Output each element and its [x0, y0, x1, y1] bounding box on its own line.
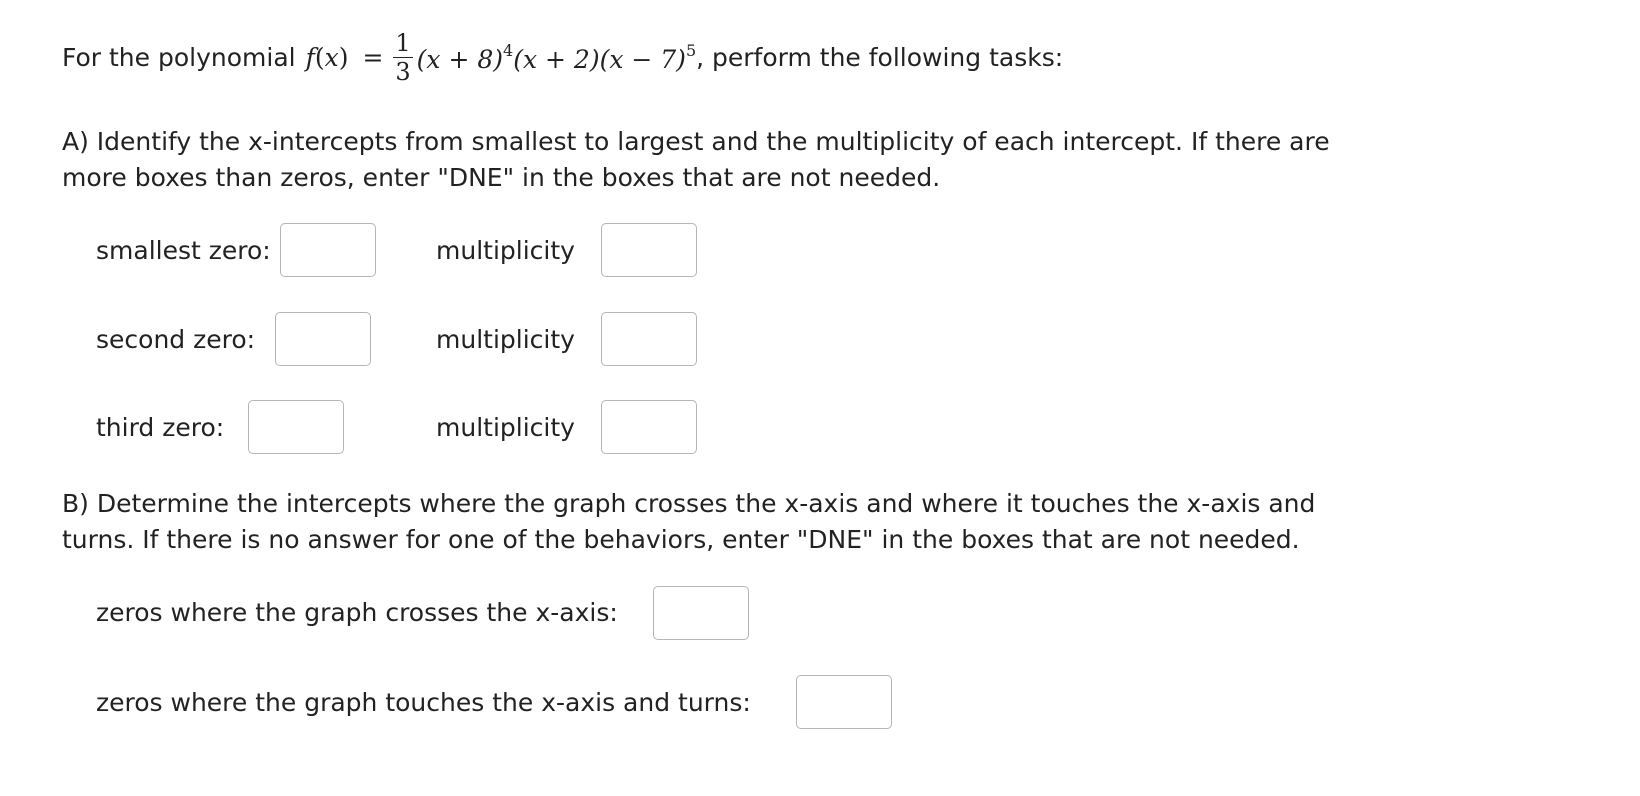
- third-zero-label: third zero:: [96, 413, 225, 442]
- problem-statement: [62, 22, 1063, 92]
- exponent-3: 5: [685, 40, 697, 60]
- part-b-line-2: turns. If there is no answer for one of the behaviors, enter "DNE" in the boxes that are not needed.: [62, 525, 1300, 554]
- multiplicity-2-label: multiplicity: [436, 325, 575, 354]
- part-a-line-1: A) Identify the x-intercepts from smallest to largest and the multiplicity of each intercept. If there are: [62, 127, 1330, 156]
- function-variable: x: [324, 42, 339, 72]
- factor-1: (x + 8): [416, 44, 504, 74]
- multiplicity-1-label: multiplicity: [436, 236, 575, 265]
- fraction-numerator: 1: [395, 28, 411, 57]
- fraction: [393, 29, 412, 86]
- multiplicity-2-input[interactable]: [601, 312, 697, 366]
- part-a-instructions: [62, 124, 1330, 196]
- exponent-1: 4: [503, 40, 514, 60]
- part-b-instructions: [62, 486, 1315, 558]
- third-zero-input[interactable]: [248, 400, 344, 454]
- factor-3: (x − 7): [599, 44, 686, 74]
- formula: f(x) =: [305, 42, 384, 72]
- touches-label: zeros where the graph touches the x-axis and turns:: [96, 688, 751, 717]
- part-b-line-1: B) Determine the intercepts where the graph crosses the x-axis and where it touches the x-axis and: [62, 489, 1316, 518]
- function-name: f: [305, 42, 315, 72]
- fraction-denominator: 3: [395, 57, 411, 86]
- factor-2: (x + 2): [513, 44, 600, 74]
- second-zero-label: second zero:: [96, 325, 256, 354]
- multiplicity-3-input[interactable]: [601, 400, 697, 454]
- multiplicity-1-input[interactable]: [601, 223, 697, 277]
- touches-input[interactable]: [796, 675, 892, 729]
- smallest-zero-input[interactable]: [280, 223, 376, 277]
- intro-prefix: For the polynomial: [62, 42, 296, 72]
- multiplicity-3-label: multiplicity: [436, 413, 575, 442]
- factors: [417, 41, 696, 74]
- crosses-label: zeros where the graph crosses the x-axis:: [96, 598, 618, 627]
- crosses-input[interactable]: [653, 586, 749, 640]
- second-zero-input[interactable]: [275, 312, 371, 366]
- intro-suffix: , perform the following tasks:: [696, 42, 1064, 72]
- part-a-line-2: more boxes than zeros, enter "DNE" in the boxes that are not needed.: [62, 163, 941, 192]
- smallest-zero-label: smallest zero:: [96, 236, 271, 265]
